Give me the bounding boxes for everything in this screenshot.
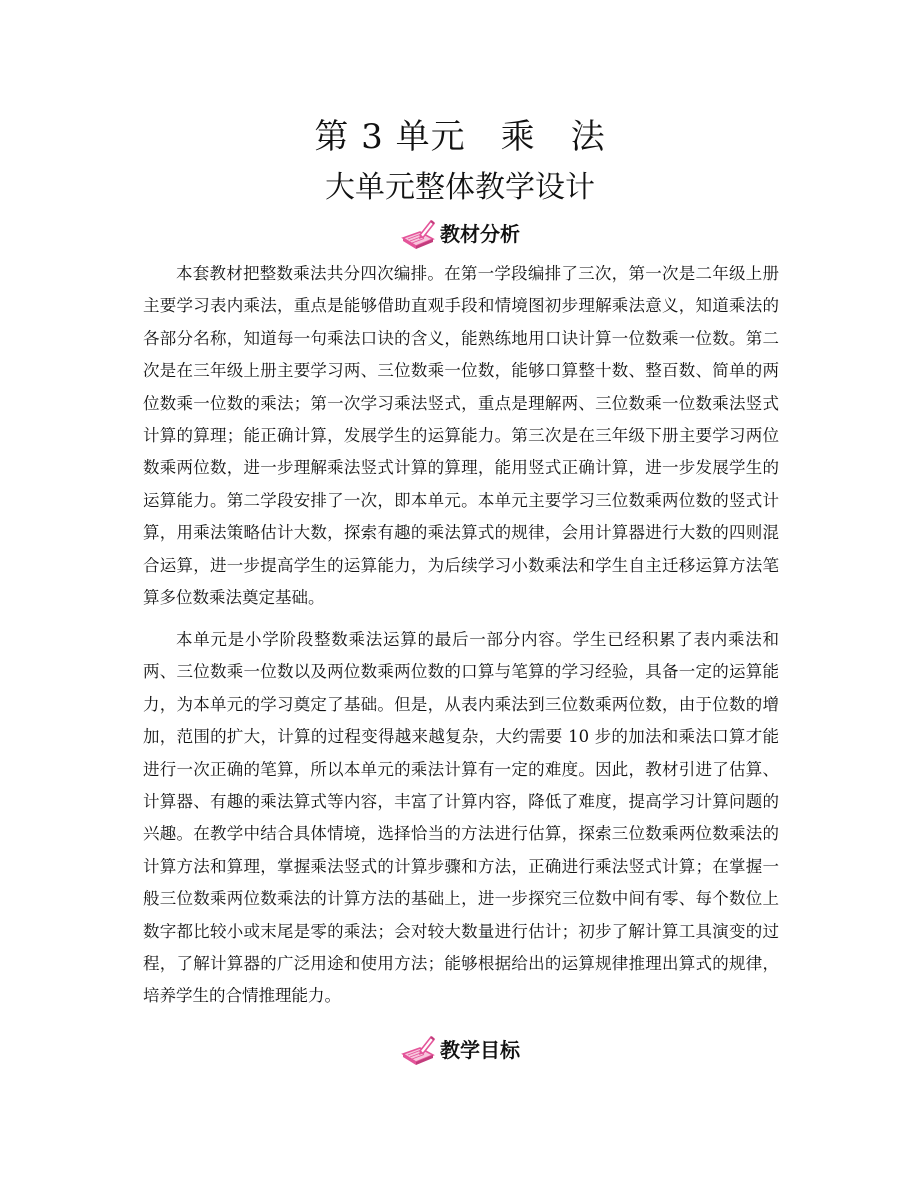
section-heading-analysis	[0, 218, 920, 250]
pencil-book-icon	[400, 218, 436, 250]
unit-title: 第 3 单元 乘 法	[314, 117, 606, 157]
unit-subtitle: 大单元整体教学设计	[325, 170, 595, 205]
pencil-book-icon	[400, 1034, 436, 1066]
section-heading-objectives	[0, 1034, 920, 1066]
paragraph: 本单元是小学阶段整数乘法运算的最后一部分内容。学生已经积累了表内乘法和两、三位数乘一位数以及两位数乘两位数的口算与笔算的学习经验，具备一定的运算能力，为本单元的学习奠定了基础。但是，从表内乘法到三位数乘两位数，由于位数的增加，范围的扩大，计算的过程变得越来越复杂，大约需要 10 步的加法和乘法口算才能进行一次正确的笔算，所以本单元的乘法计算有一定的难度。因此，教材引进了估算、计算器、有趣的乘法算式等内容，丰富了计算内容，降低了难度，提高学习计算问题的兴趣。在教学中结合具体情境，选择恰当的方法进行估算，探索三位数乘两位数乘法的计算方法和算理，掌握乘法竖式的计算步骤和方法，正确进行乘法竖式计算；在掌握一般三位数乘两位数乘法的计算方法的基础上，进一步探究三位数中间有零、每个数位上数字都比较小或末尾是零的乘法；会对较大数量进行估计；初步了解计算工具演变的过程，了解计算器的广泛用途和使用方法；能够根据给出的运算规律推理出算式的规律，培养学生的合情推理能力。	[143, 630, 779, 1006]
section-heading-label: 教学目标	[440, 1038, 520, 1062]
section-heading-label: 教材分析	[440, 222, 520, 246]
paragraph: 本套教材把整数乘法共分四次编排。在第一学段编排了三次，第一次是二年级上册主要学习表内乘法，重点是能够借助直观手段和情境图初步理解乘法意义，知道乘法的各部分名称，知道每一句乘法口诀的含义，能熟练地用口诀计算一位数乘一位数。第二次是在三年级上册主要学习两、三位数乘一位数，能够口算整十数、整百数、简单的两位数乘一位数的乘法；第一次学习乘法竖式，重点是理解两、三位数乘一位数乘法竖式计算的算理；能正确计算，发展学生的运算能力。第三次是在三年级下册主要学习两位数乘两位数，进一步理解乘法竖式计算的算理，能用竖式正确计算，进一步发展学生的运算能力。第二学段安排了一次，即本单元。本单元主要学习三位数乘两位数的竖式计算，用乘法策略估计大数，探索有趣的乘法算式的规律，会用计算器进行大数的四则混合运算，进一步提高学生的运算能力，为后续学习小数乘法和学生自主迁移运算方法笔算多位数乘法奠定基础。	[143, 264, 779, 608]
